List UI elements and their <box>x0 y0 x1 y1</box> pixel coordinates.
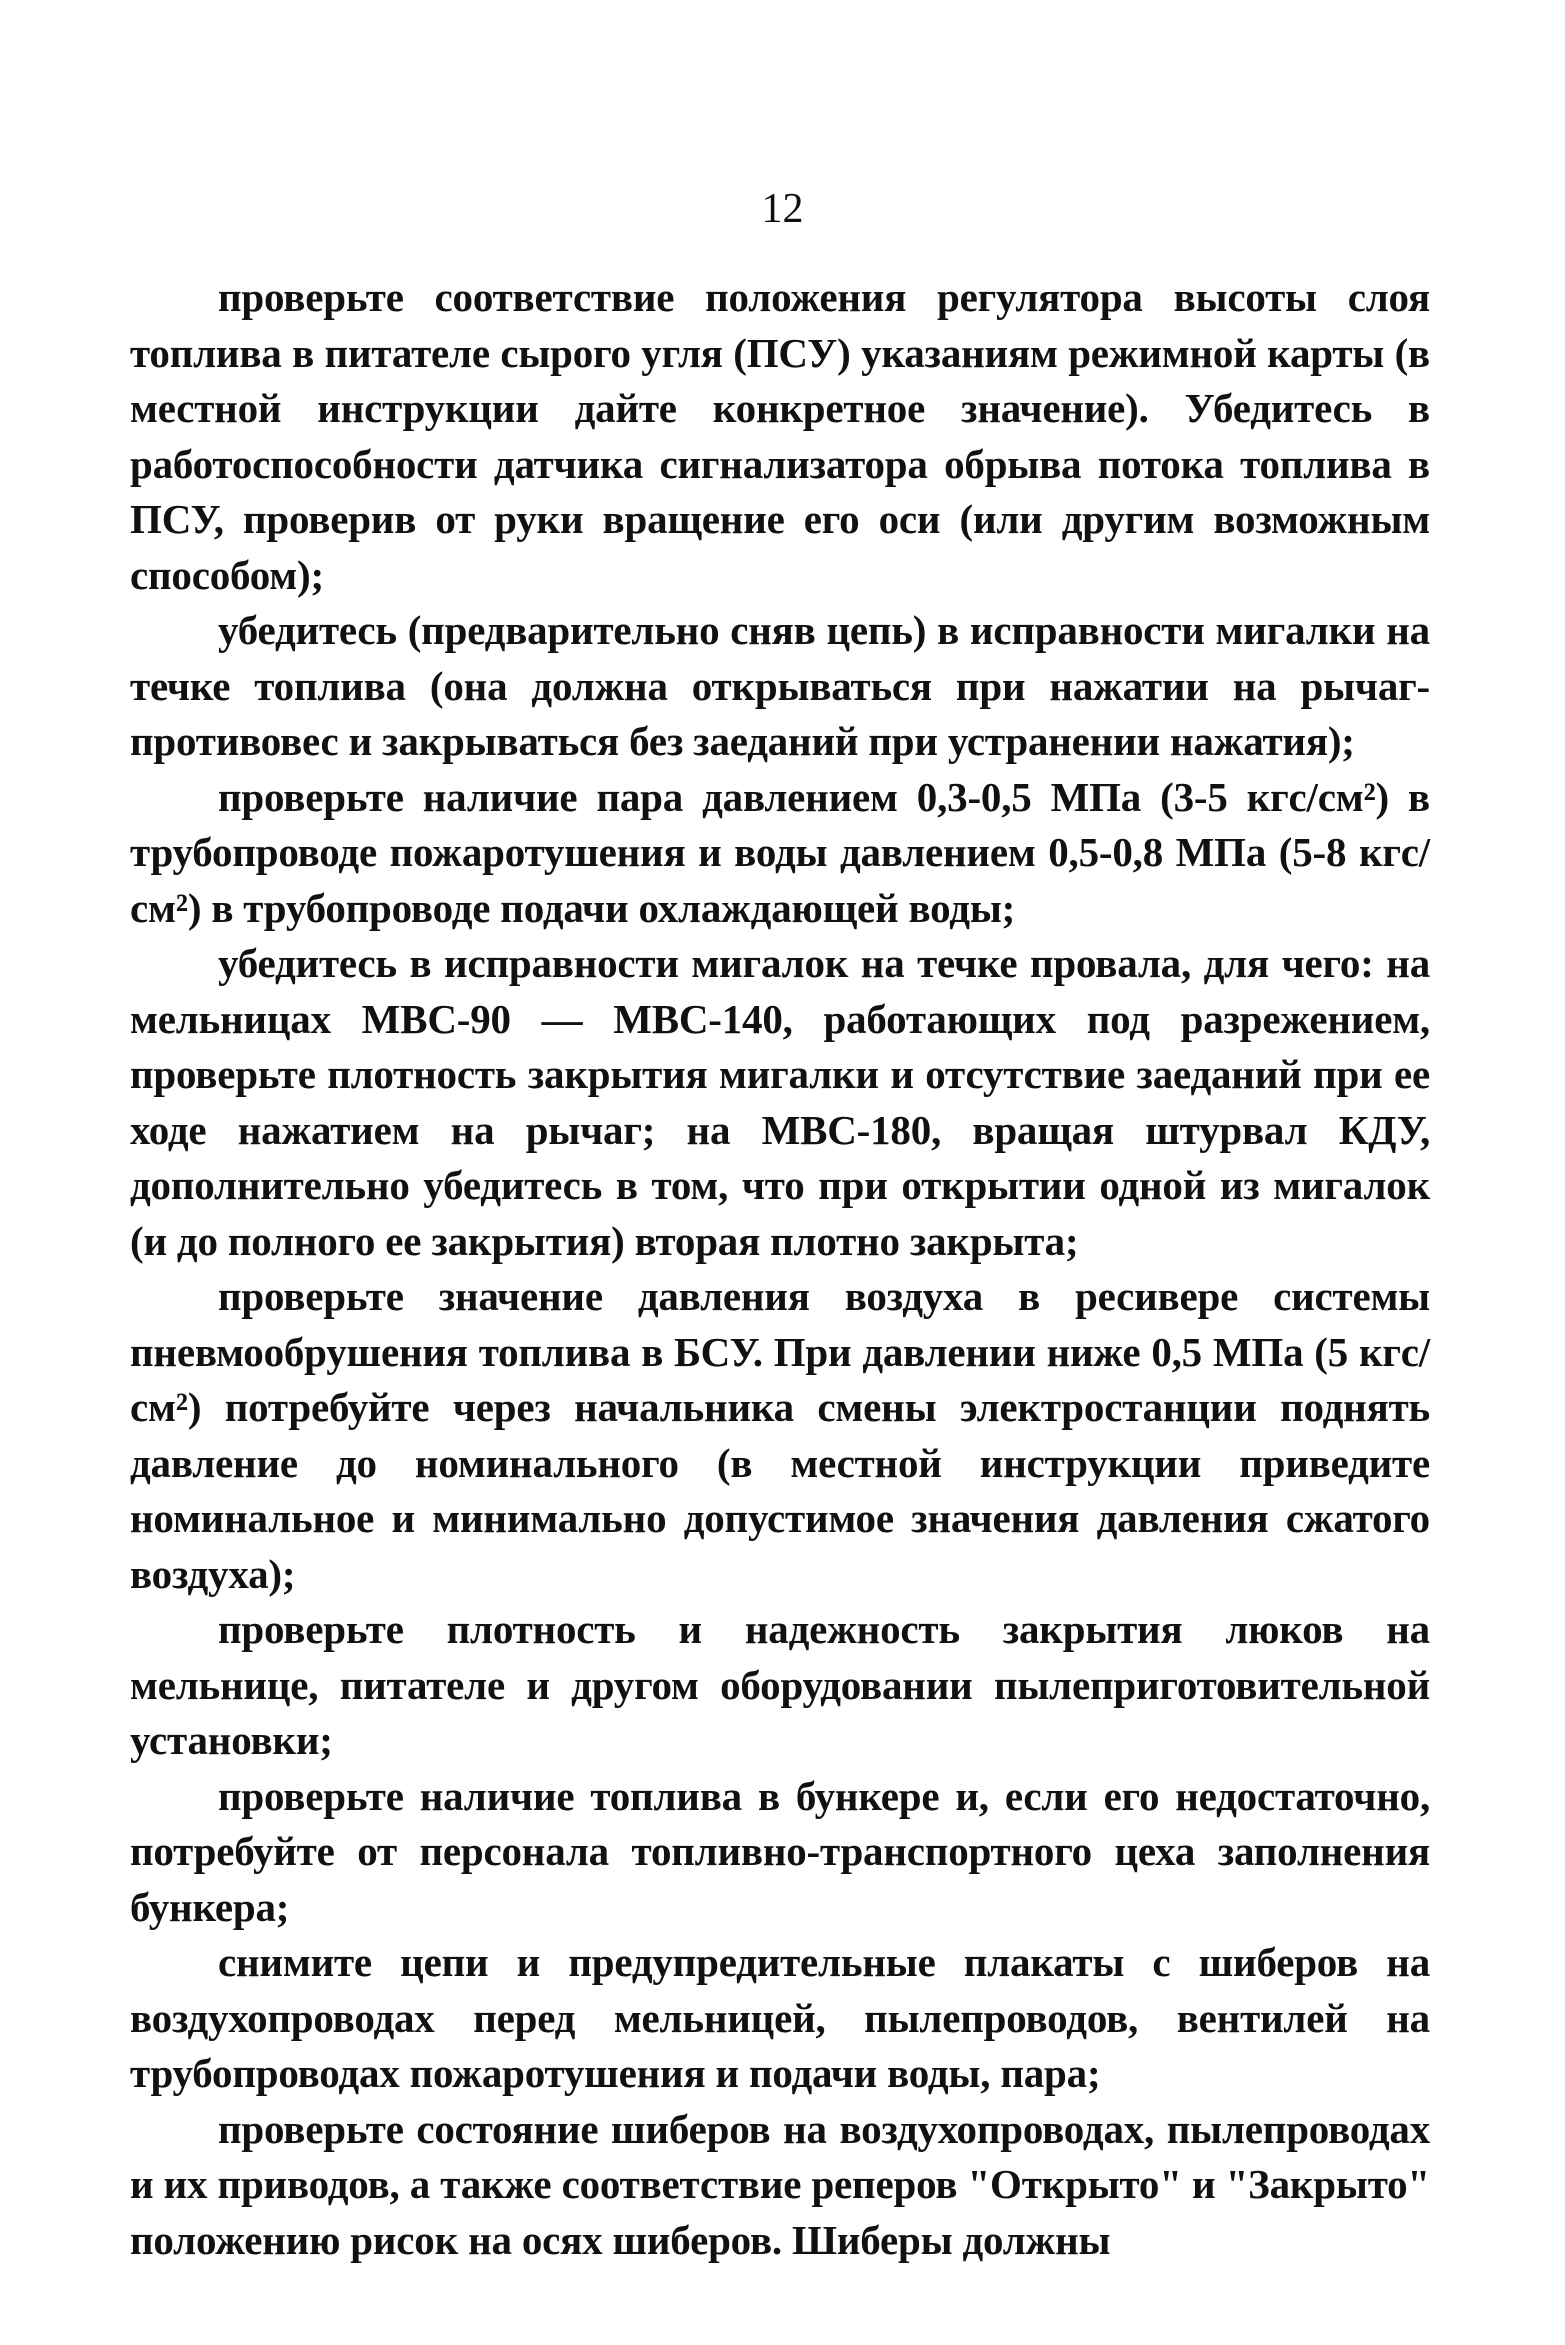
paragraph-8: снимите цепи и предупредительные плакаты с шиберов на воздухопроводах перед мельницей, пылепроводов, вентилей на трубопроводах пожаротушения и подачи воды, пара; <box>130 1939 1430 2096</box>
paragraph-1: проверьте соответствие положения регулятора высоты слоя топлива в питателе сырого угля (ПСУ) указаниям режимной карты (в местной инструкции дайте конкретное значение). Убедитесь в работоспособности датчика сигнализатора обрыва потока топлива в ПСУ, проверив от руки вращение его оси (или другим возможным способом); <box>130 274 1430 598</box>
paragraph-3: проверьте наличие пара давлением 0,3-0,5 МПа (3-5 кгс/см²) в трубопроводе пожаротушения и воды давлением 0,5-0,8 МПа (5-8 кгс/см²) в трубопроводе подачи охлаждающей воды; <box>130 773 1430 931</box>
paragraph-4: убедитесь в исправности мигалок на течке провала, для чего: на мельницах МВС-90 — МВС-140, работающих под разрежением, проверьте плотность закрытия мигалки и отсутствие заеданий при ее ходе нажатием на рычаг; на МВС-180, вращая штурвал КДУ, дополнительно убедитесь в том, что при открытии одной из мигалок (и до полного ее закрытия) вторая плотно закрыта; <box>130 940 1430 1264</box>
paragraph-2: убедитесь (предварительно сняв цепь) в исправности мигалки на течке топлива (она должна открываться при нажатии на рычаг-противовес и закрываться без заеданий при устранении нажатия); <box>130 607 1430 764</box>
paragraph-5: проверьте значение давления воздуха в ресивере системы пневмообрушения топлива в БСУ. При давлении ниже 0,5 МПа (5 кгс/см²) потребуйте через начальника смены электростанции поднять давление до номинального (в местной инструкции приведите номинальное и минимально допустимое значения давления сжатого воздуха); <box>130 1273 1430 1597</box>
paragraph-9: проверьте состояние шиберов на воздухопроводах, пылепроводах и их приводов, а также соответствие реперов "Открыто" и "Закрыто" положению рисок на осях шиберов. Шиберы должны <box>130 2105 1430 2263</box>
document-body <box>130 270 1430 2268</box>
paragraph-7: проверьте наличие топлива в бункере и, если его недостаточно, потребуйте от персонала топливно-транспортного цеха заполнения бункера; <box>130 1772 1430 1930</box>
page-number: 12 <box>761 186 804 232</box>
paragraph-6: проверьте плотность и надежность закрытия люков на мельнице, питателе и другом оборудовании пылеприготовительной установки; <box>130 1606 1430 1763</box>
